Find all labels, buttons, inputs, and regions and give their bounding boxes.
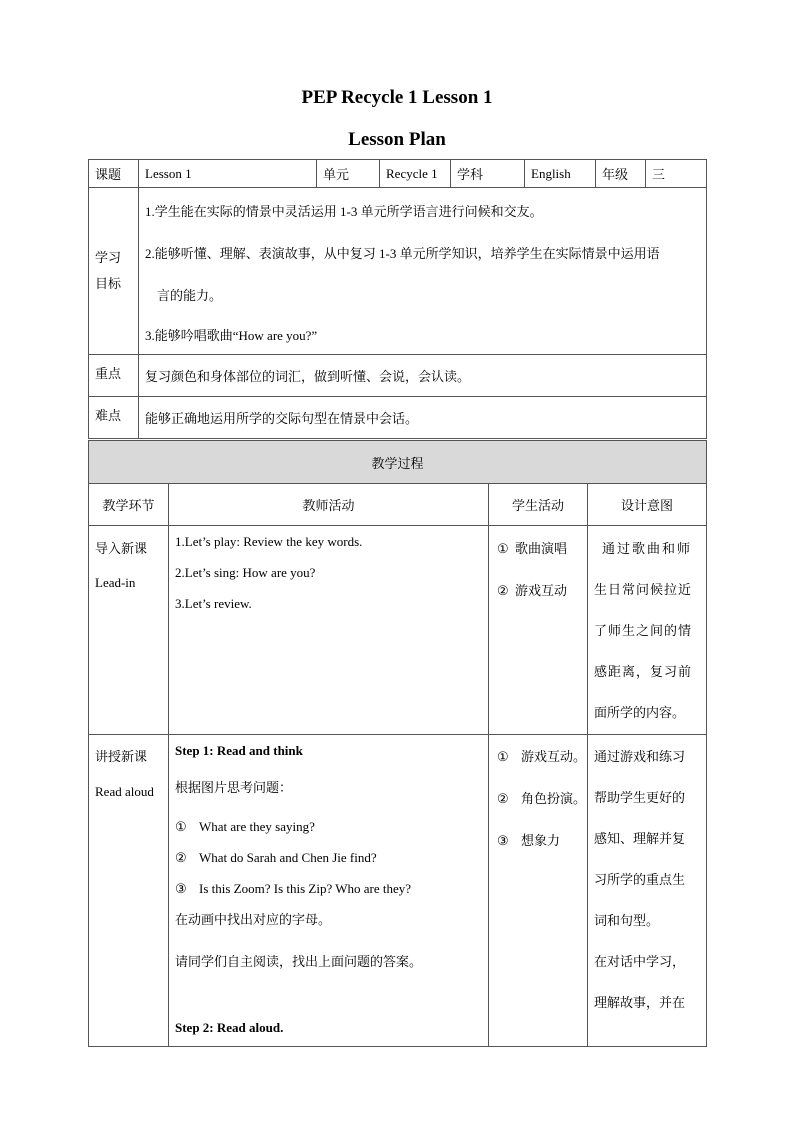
list-item: ② 角色扮演。	[497, 791, 587, 806]
grade-value: 三	[646, 160, 707, 188]
topic-value: Lesson 1	[139, 160, 317, 188]
topic-label: 课题	[89, 160, 139, 188]
list-item: ① What are they saying?	[175, 819, 315, 834]
design-intent-read-aloud: 通过游戏和练习 帮助学生更好的 感知、理解并复 习所学的重点生 词和句型。 在对话中学习， 理解故事，并在	[588, 735, 707, 1047]
unit-label: 单元	[317, 160, 380, 188]
stage-read-aloud: 讲授新课 Read aloud	[89, 735, 169, 1047]
stage-lead-in: 导入新课 Lead-in	[89, 526, 169, 735]
lesson-info-table	[88, 159, 707, 439]
teacher-activity-lead-in: 1.Let’s play: Review the key words. 2.Let’s sing: How are you? 3.Let’s review.	[169, 526, 489, 735]
objective-item: 言的能力。	[157, 288, 223, 303]
column-header-student: 学生活动	[489, 484, 588, 526]
subject-label: 学科	[451, 160, 525, 188]
list-item: ② What do Sarah and Chen Jie find?	[175, 850, 377, 865]
teacher-activity-read-aloud: Step 1: Read and think 根据图片思考问题： ① What are they saying? ② What do Sarah and Chen Jie find? ③ Is this Zoom? Is this Zip? Who are they? 在动画中找出对应的字母。 请同学们自主阅读，找出上面问题的答案。 Step 2: Read aloud.	[169, 735, 489, 1047]
objectives-label: 学习 目标	[89, 188, 139, 355]
list-item: ③ 想象力	[497, 833, 561, 848]
process-header: 教学过程	[89, 441, 707, 484]
difficulty-label: 难点	[89, 397, 139, 439]
teaching-process-table	[88, 440, 707, 1047]
grade-label: 年级	[596, 160, 646, 188]
key-point-text: 复习颜色和身体部位的词汇，做到听懂、会说，会认读。	[139, 355, 707, 397]
objectives-content	[139, 188, 707, 355]
page-subtitle: Lesson Plan	[348, 129, 446, 150]
list-item: ① 歌曲演唱	[497, 541, 568, 556]
design-intent-lead-in: 通过歌曲和师 生日常问候拉近 了师生之间的情 感距离，复习前 面所学的内容。	[588, 526, 707, 735]
list-item: ② 游戏互动	[497, 583, 568, 598]
list-item: ① 游戏互动。	[497, 749, 587, 764]
column-header-stage: 教学环节	[89, 484, 169, 526]
page-title: PEP Recycle 1 Lesson 1	[301, 87, 493, 108]
objective-item: 2.能够听懂、理解、表演故事，从中复习 1-3 单元所学知识，培养学生在实际情景中运用语	[145, 246, 660, 261]
key-point-label: 重点	[89, 355, 139, 397]
student-activity-read-aloud	[489, 735, 588, 1047]
column-header-intent: 设计意图	[588, 484, 707, 526]
list-item: ③ Is this Zoom? Is this Zip? Who are they?	[175, 881, 412, 896]
objective-item: 1.学生能在实际的情景中灵活运用 1-3 单元所学语言进行问候和交友。	[145, 204, 543, 219]
objective-item: 3.能够吟唱歌曲“How are you?”	[145, 328, 318, 343]
difficulty-text: 能够正确地运用所学的交际句型在情景中会话。	[139, 397, 707, 439]
student-activity-lead-in	[489, 526, 588, 735]
unit-value: Recycle 1	[380, 160, 451, 188]
subject-value: English	[525, 160, 596, 188]
column-header-teacher: 教师活动	[169, 484, 489, 526]
